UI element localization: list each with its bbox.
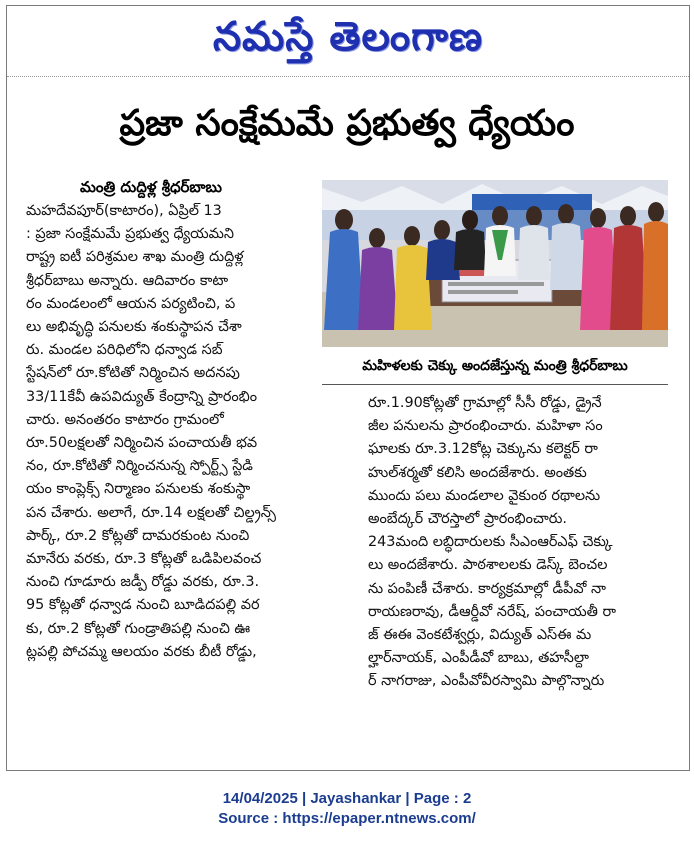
article-line: రూ.50లక్షలతో నిర్మించిన పంచాయతీ భవ	[26, 435, 258, 452]
article-line: రాయణరావు, డీఆర్డీవో నరేష్, పంచాయతీ రా	[368, 603, 616, 620]
article-line: రాష్ట్ర ఐటీ పరిశ్రమల శాఖ మంత్రి దుద్దిళ్ల	[26, 249, 244, 266]
article-line: ట్లపల్లి పోచమ్మ ఆలయం వరకు బీటీ రోడ్డు,	[26, 643, 257, 660]
article-line: చారు. అనంతరం కాటారం గ్రామంలో	[26, 411, 224, 428]
article-line: లు అభివృద్ధి పనులకు శంకుస్థాపన చేశా	[26, 319, 242, 336]
article-line: హుల్‌శర్మతో కలిసి అందజేశారు. అంతకు	[368, 464, 587, 481]
article-line: జీల పనులను ప్రారంభించారు. మహిళా సం	[368, 418, 603, 435]
article-line: ల్హార్‌నాయక్, ఎంపీడీవో బాబు, తహసీల్దా	[368, 650, 589, 667]
article-line: రు. మండల పరిధిలోని ధన్వాడ సబ్	[26, 342, 223, 359]
article-line: నుంచి గూడూరు జడ్పీ రోడ్డు వరకు, రూ.3.	[26, 574, 260, 591]
newspaper-masthead: నమస్తే తెలంగాణ	[212, 14, 484, 60]
article-line: కు, రూ.2 కోట్లతో గుండ్రాతిపల్లి నుంచి ఊ	[26, 620, 251, 637]
article-line: శ్రీధర్‌బాబు అన్నారు. ఆదివారం కాటా	[26, 272, 229, 289]
article-line: జ్ ఈఈ వెంకటేశ్వర్లు, విద్యుత్ ఎస్ఈ మ	[368, 627, 592, 644]
masthead-divider	[7, 76, 689, 77]
article-subhead: మంత్రి దుద్దిళ్ల శ్రీధర్‌బాబు	[80, 178, 222, 196]
article-right-column	[368, 392, 676, 694]
footer-source: Source : https://epaper.ntnews.com/	[218, 810, 476, 827]
caption-divider	[322, 384, 668, 385]
photo-caption: మహిళలకు చెక్కు అందజేస్తున్న మంత్రి శ్రీధర్‌బాబు	[362, 358, 628, 374]
article-line: ఘాలకు రూ.3.12కోట్ల చెక్కును కలెక్టర్ రా	[368, 441, 598, 458]
article-line: 33/11కేవీ ఉపవిద్యుత్ కేంద్రాన్ని ప్రారంభిం	[26, 388, 258, 405]
article-line: ముందు పలు మండలాల వైకుంఠ రథాలను	[368, 487, 601, 504]
article-headline: ప్రజా సంక్షేమమే ప్రభుత్వ ధ్యేయం	[119, 103, 575, 144]
event-photo-illustration	[322, 180, 668, 347]
article-left-column	[26, 200, 316, 664]
article-line: : ప్రజా సంక్షేమమే ప్రభుత్వ ధ్యేయమని	[26, 226, 234, 243]
article-line: అంబేద్కర్ చౌరస్తాలో ప్రారంభించారు.	[368, 511, 567, 528]
article-line: ర్ నాగరాజు, ఎంపీవోవీరస్వామి పాల్గొన్నారు	[368, 673, 605, 690]
article-line: రూ.1.90కోట్లతో గ్రామాల్లో సీసీ రోడ్డు, డ్రైనే	[368, 395, 602, 411]
article-line: రం మండలంలో ఆయన పర్యటించి, ప	[26, 295, 236, 312]
article-line: యం కాంప్లెక్స్ నిర్మాణం పనులకు శంకుస్థా	[26, 481, 251, 498]
article-line: పన చేశారు. అలాగే, రూ.14 లక్షలతో చిల్డ్రన్స్	[26, 504, 276, 521]
footer-edition-info: 14/04/2025 | Jayashankar | Page : 2	[222, 790, 472, 807]
news-photo	[322, 180, 668, 347]
article-line: మహదేవపూర్(కాటారం), ఏప్రిల్ 13	[26, 203, 222, 219]
article-line: స్టేషన్‌లో రూ.కోటితో నిర్మించిన అదనపు	[26, 365, 240, 382]
article-line: ను పంపిణీ చేశారు. కార్యక్రమాల్లో డీపీవో నా	[368, 580, 606, 597]
article-line: నం, రూ.కోటితో నిర్మించనున్న స్పోర్ట్స్ స్టేడి	[26, 458, 253, 475]
article-line: మానేరు వరకు, రూ.3 కోట్లతో ఒడిపిలవంచ	[26, 551, 262, 568]
article-line: లు అందజేశారు. పాఠశాలలకు డెస్క్ బెంచల	[368, 557, 608, 574]
article-line: పార్క్, రూ.2 కోట్లతో దామరకుంట నుంచి	[26, 527, 250, 544]
article-line: 243మంది లబ్ధిదారులకు సీఎంఆర్‌ఎఫ్ చెక్కు	[368, 534, 613, 551]
article-line: 95 కోట్లతో ధన్వాడ నుంచి బూడిదపల్లి వర	[26, 597, 260, 614]
